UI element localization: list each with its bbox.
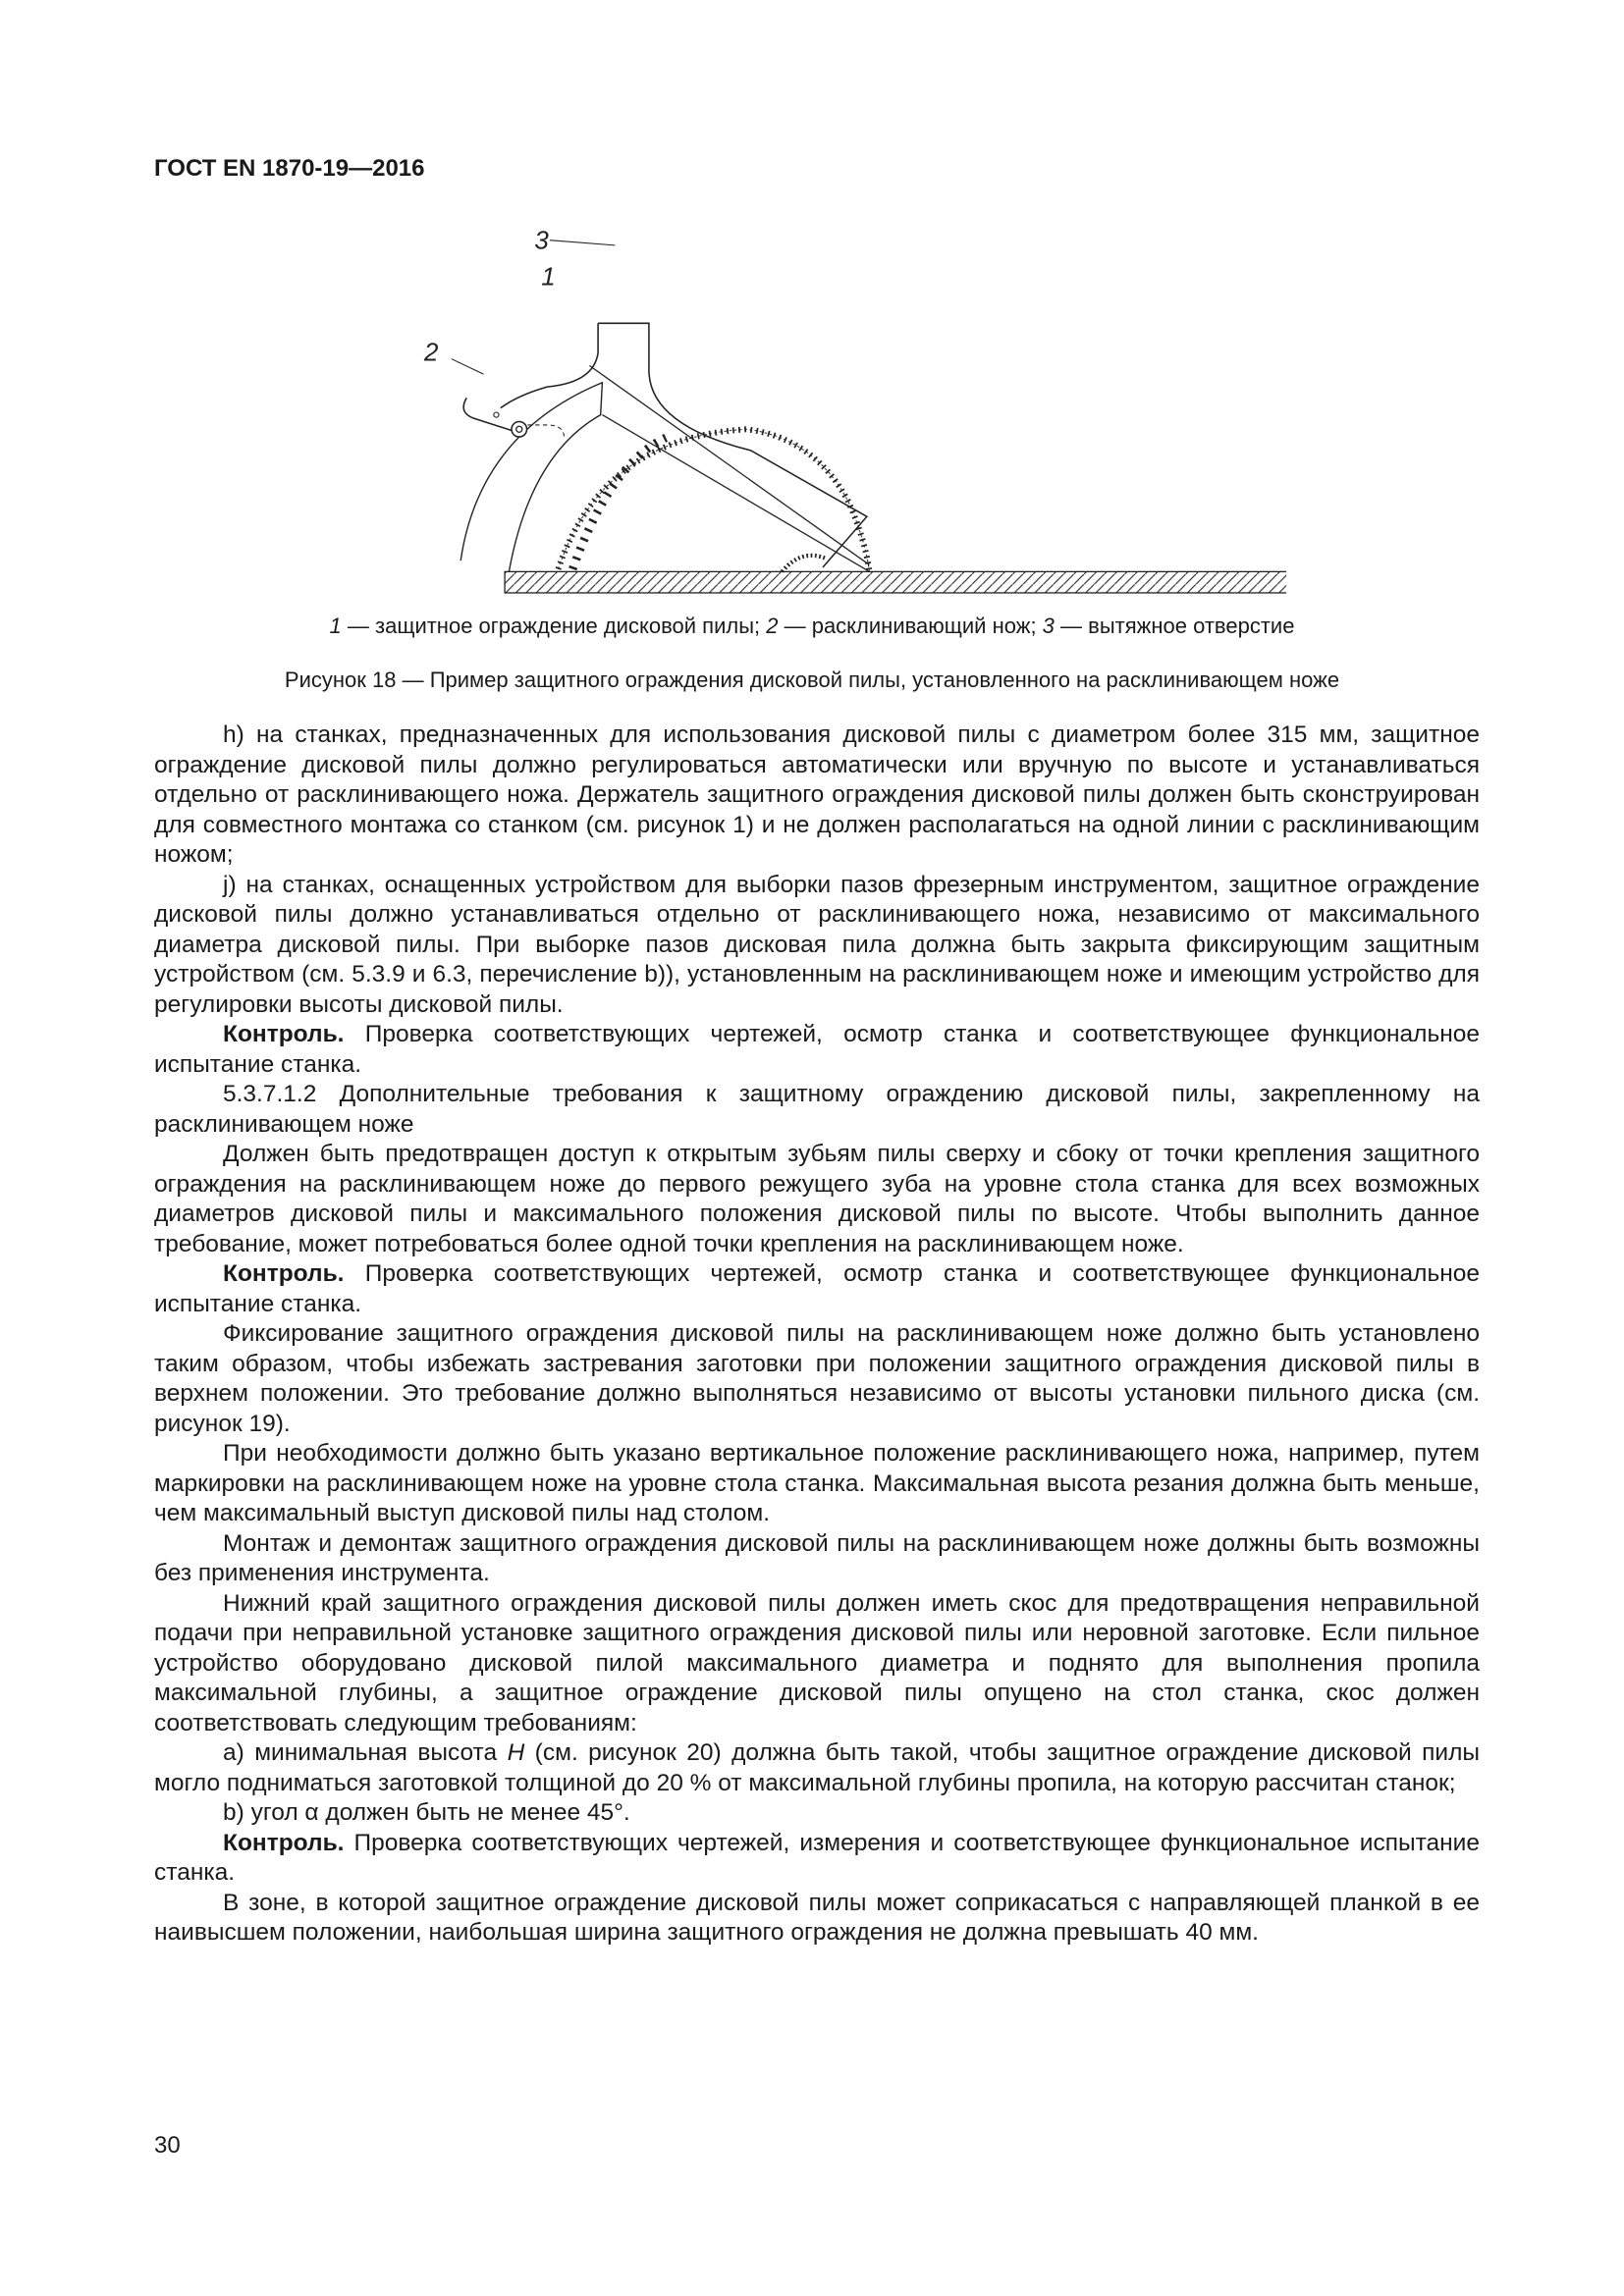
small-blade [783,556,828,572]
saw-blade-teeth [559,429,870,571]
paragraph-control-2: Контроль. Проверка соответствующих чертежей, осмотр станка и соответствующее функциональное испытание станка. [154,1260,1480,1317]
page-number: 30 [154,2132,181,2159]
paragraph-h: h) на станках, предназначенных для использования дисковой пилы с диаметром более 315 мм, защитное ограждение дисковой пилы должно регулироваться автоматически или вручную по высоте и устанавливаться отдельно от расклинивающего ножа. Держатель защитного ограждения дисковой пилы должен быть сконструирован для совместного монтажа со станком (см. рисунок 1) и не должен располагаться на одной линии с расклинивающим ножом; [154,721,1480,868]
clamp-bolt [512,422,527,438]
callout-1: 1 [541,263,556,292]
paragraph-a: а) минимальная высота H (см. рисунок 20) должна быть такой, чтобы защитное ограждение дисковой пилы могло подниматься заготовкой толщиной до 20 % от максимальной глубины пропила, на которую рассчитан станок; [154,1739,1480,1796]
callout-3: 3 [534,227,549,255]
body-text [154,721,1480,1949]
paragraph-access: Должен быть предотвращен доступ к открытым зубьям пилы сверху и сбоку от точки крепления защитного ограждения на расклинивающем ноже до первого режущего зуба на уровне стола станка для всех возможных диаметров дисковой пилы и максимального положения дисковой пилы по высоте. Чтобы выполнить данное требование, может потребоваться более одной точки крепления на расклинивающем ноже. [154,1141,1480,1257]
paragraph-5-3-7-1-2: 5.3.7.1.2 Дополнительные требования к защитному ограждению дисковой пилы, закрепленному на расклинивающем ноже [154,1081,1480,1138]
saw-blade-inner [572,438,666,569]
saw-guard [598,323,867,567]
callout-2: 2 [424,339,439,367]
saw-guard-diagram [334,226,1286,599]
paragraph-b: b) угол α должен быть не менее 45°. [223,1799,630,1826]
document-header: ГОСТ EN 1870-19—2016 [154,155,425,182]
extraction-outlet [598,290,649,325]
saw-blade-arc [559,429,870,571]
figure-18 [334,226,1286,599]
paragraph-j: j) на станках, оснащенных устройством для выборки пазов фрезерным инструментом, защитное ограждение дисковой пилы должно устанавливаться отдельно от расклинивающего ножа, независимо от максимального диаметра дисковой пилы. При выборке пазов дисковая пила должна быть закрыта фиксирующим защитным устройством (см. 5.3.9 и 6.3, перечисление b)), установленным на расклинивающем ноже и имеющим устройство для регулировки высоты дисковой пилы. [154,871,1480,1018]
figure-caption: Рисунок 18 — Пример защитного ограждения дисковой пилы, установленного на расклинивающем ноже [284,667,1340,692]
paragraph-control-1: Контроль. Проверка соответствующих чертежей, осмотр станка и соответствующее функциональное испытание станка. [154,1021,1480,1078]
figure-legend: 1 — защитное ограждение дисковой пилы; 2 — расклинивающий нож; 3 — вытяжное отверстие [329,614,1295,638]
paragraph-mounting: Монтаж и демонтаж защитного ограждения дисковой пилы на расклинивающем ноже должны быть возможны без применения инструмента. [154,1529,1480,1586]
paragraph-fixing: Фиксирование защитного ограждения дисковой пилы на расклинивающем ноже должно быть установлено таким образом, чтобы избежать застревания заготовки при положении защитного ограждения дисковой пилы в верхнем положении. Это требование должно выполняться независимо от высоты установки пильного диска (см. рисунок 19). [154,1320,1480,1437]
riving-knife [460,383,602,572]
paragraph-lower-edge: Нижний край защитного ограждения дисковой пилы должен иметь скос для предотвращения неправильной подачи при неправильной установке защитного ограждения дисковой пилы или неровной заготовке. Если пильное устройство оборудовано дисковой пилой максимального диаметра и поднято для выполнения пропила максимальной глубины, а защитное ограждение дисковой пилы опущено на стол станка, скос должен соответствовать следующим требованиям: [154,1589,1480,1736]
paragraph-width: В зоне, в которой защитное ограждение дисковой пилы может соприкасаться с направляющей планкой в ее наивысшем положении, наибольшая ширина защитного ограждения не должна превышать 40 мм. [154,1889,1480,1946]
paragraph-vertical-position: При необходимости должно быть указано вертикальное положение расклинивающего ножа, например, путем маркировки на расклинивающем ноже на уровне стола станка. Максимальная высота резания должна быть меньше, чем максимальный выступ дисковой пилы над столом. [154,1440,1480,1526]
machine-table [505,571,1286,593]
paragraph-control-3: Контроль. Проверка соответствующих чертежей, измерения и соответствующее функциональное испытание станка. [154,1829,1480,1886]
